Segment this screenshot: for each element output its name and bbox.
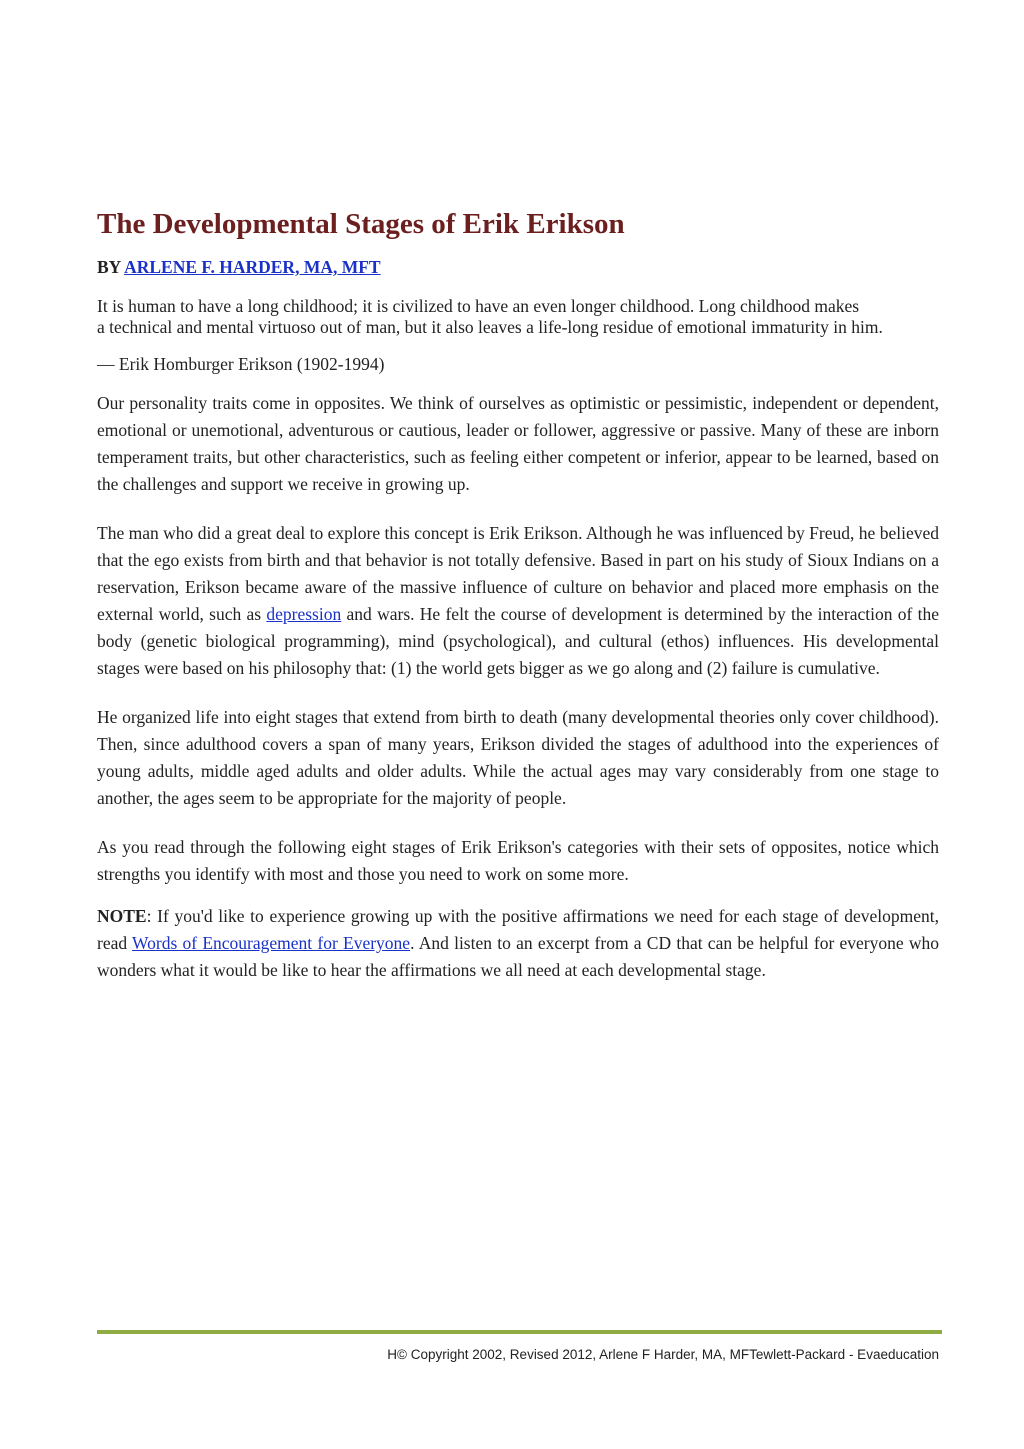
note-label: NOTE: [97, 906, 147, 926]
quote-attribution: — Erik Homburger Erikson (1902-1994): [97, 354, 385, 374]
note-paragraph: [97, 903, 939, 984]
quote-line-1: It is human to have a long childhood; it is civilized to have an even longer childhood. Long childhood makes: [97, 296, 860, 316]
note-text-after: . And listen to an excerpt from a CD that can be helpful for everyone who wonders what it would be like to hear the affirmations we all need at each developmental stage.: [97, 933, 939, 980]
byline: [97, 256, 939, 278]
document-title: The Developmental Stages of Erik Erikson: [97, 208, 625, 240]
paragraph-2: [97, 520, 939, 682]
note-text-before: : If you'd like to experience growing up with the positive affirmations we need for each stage of development, read: [97, 906, 939, 953]
author-link[interactable]: ARLENE F. HARDER, MA, MFT: [124, 257, 381, 277]
epigraph-quote: [97, 296, 939, 338]
paragraph-4: As you read through the following eight stages of Erik Erikson's categories with their sets of opposites, notice which strengths you identify with most and those you need to work on some more.: [97, 837, 939, 884]
document-body: [97, 206, 939, 984]
words-of-encouragement-link[interactable]: Words of Encouragement for Everyone: [132, 933, 411, 953]
depression-link[interactable]: depression: [266, 604, 342, 624]
paragraph-3: He organized life into eight stages that extend from birth to death (many developmental theories only cover childhood). Then, since adulthood covers a span of many years, Erikson divided the stages of adulthood into the experiences of young adults, middle aged adults and older adults. While the actual ages may vary considerably from one stage to another, the ages seem to be appropriate for the majority of people.: [97, 707, 939, 808]
paragraph-2-text-after: and wars. He felt the course of development is determined by the interaction of the body (genetic biological programming), mind (psychological), and cultural (ethos) influences. His developmental stages were based on his philosophy that: (1) the world gets bigger as we go along and (2) failure is cumulative.: [97, 604, 940, 678]
footer-copyright: H© Copyright 2002, Revised 2012, Arlene F Harder, MA, MFTewlett-Packard - Evaeducation: [387, 1347, 939, 1362]
quote-line-2: a technical and mental virtuoso out of man, but it also leaves a life-long residue of emotional immaturity in him.: [97, 317, 883, 337]
paragraph-2-text-before: The man who did a great deal to explore this concept is Erik Erikson. Although he was influenced by Freud, he believed that the ego exists from birth and that behavior is not totally defensive. Based in part on his study of Sioux Indians on a reservation, Erikson became aware of the massive influence of culture on behavior and placed more emphasis on the external world, such as: [97, 523, 939, 624]
paragraph-1: Our personality traits come in opposites. We think of ourselves as optimistic or pessimistic, independent or dependent, emotional or unemotional, adventurous or cautious, leader or follower, aggressive or passive. Many of these are inborn temperament traits, but other characteristics, such as feeling either competent or inferior, appear to be learned, based on the challenges and support we receive in growing up.: [97, 393, 939, 494]
footer-divider: [97, 1330, 942, 1334]
byline-prefix: BY: [97, 257, 121, 277]
